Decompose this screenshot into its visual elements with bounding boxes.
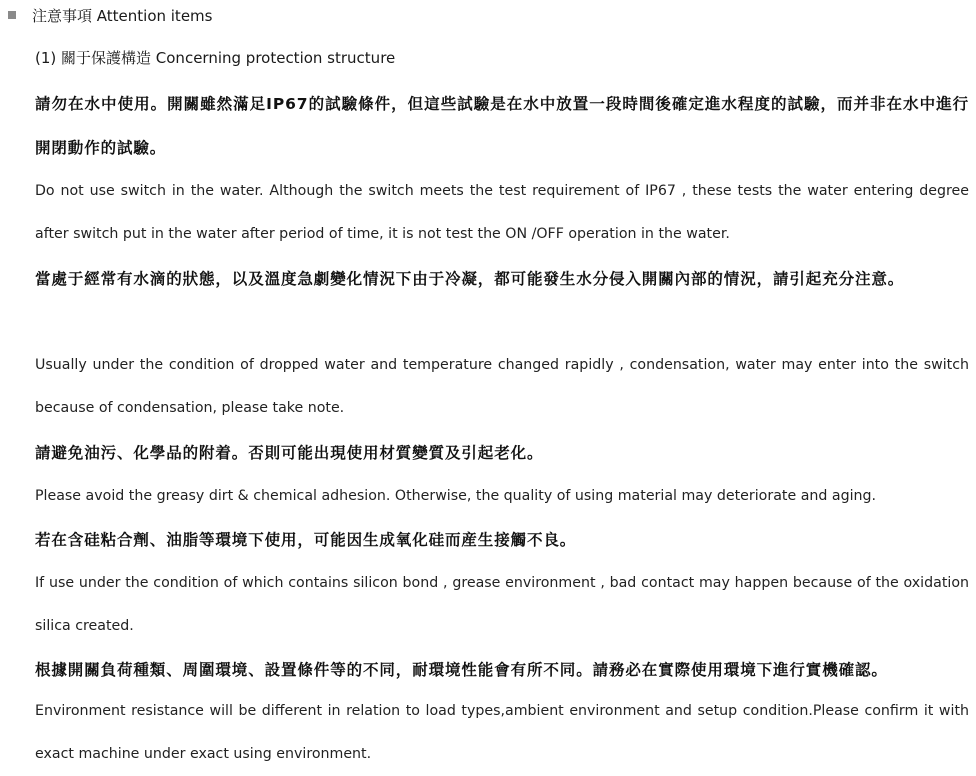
- paragraph-5-english: Environment resistance will be different in relation to load types,ambient environment and setup condition.Please confirm it with exact machine under exact using environment.: [35, 703, 969, 762]
- section-body: [35, 82, 969, 776]
- paragraph-2-english: Usually under the condition of dropped water and temperature changed rapidly , condensation, water may enter into the switch because of condensation, please take note.: [35, 357, 969, 416]
- attention-heading: [8, 4, 212, 26]
- paragraph-1-chinese: 請勿在水中使用。開關雖然滿足IP67的試驗條件，但這些試驗是在水中放置一段時間後確定進水程度的試驗，而并非在水中進行開閉動作的試驗。: [35, 95, 969, 157]
- section-title: (1) 關于保護構造 Concerning protection structure: [35, 49, 396, 67]
- paragraph-4-english: If use under the condition of which contains silicon bond , grease environment , bad contact may happen because of the oxidation silica created.: [35, 575, 969, 634]
- attention-heading-text: 注意事項 Attention items: [32, 6, 213, 25]
- square-bullet-icon: [8, 11, 16, 19]
- paragraph-3-english: Please avoid the greasy dirt & chemical adhesion. Otherwise, the quality of using material may deteriorate and aging.: [35, 488, 877, 504]
- paragraph-5-chinese: 根據開關負荷種類、周圍環境、設置條件等的不同，耐環境性能會有所不同。請務必在實際使用環境下進行實機確認。: [35, 661, 888, 679]
- paragraph-3-chinese: 請避免油污、化學品的附着。否則可能出現使用材質變質及引起老化。: [35, 444, 544, 462]
- paragraph-2-chinese: 當處于經常有水滴的狀態，以及溫度急劇變化情況下由于冷凝，都可能發生水分侵入開關內部的情況，請引起充分注意。: [35, 270, 905, 288]
- paragraph-4-chinese: 若在含硅粘合劑、油脂等環境下使用，可能因生成氧化硅而産生接觸不良。: [35, 531, 577, 549]
- paragraph-1-english: Do not use switch in the water. Although the switch meets the test requirement of IP67 , these tests the water entering degree after switch put in the water after period of time, it is not test the ON /OFF operation in the water.: [35, 183, 969, 242]
